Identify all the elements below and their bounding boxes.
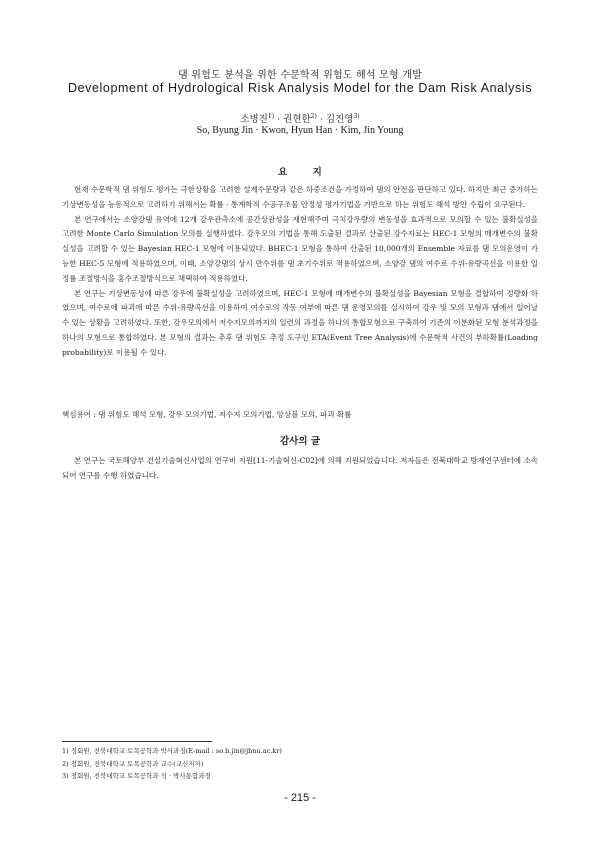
abstract-paragraph: 본 연구는 기상변동성에 따른 강우에 불확실성을 고려하였으며, HEC-1 모형에 매개변수의 불확실성을 Bayesian 모형을 결합하여 정량화 하였으며, 여수로에 파괴에 따른 수위-유량곡선을 이용하여 여수로의 작동 여부에 따른 댐 운영모의를 실시하여 강우 및 모의 모형과 댐에서 일어날 수 있는 상황을 고려하였다. 또한, 강우모의에서 저수지모의까지의 일련의 과정을 하나의 통합모형으로 구축하여 기존의 이분화된 모형 분석과정을 하나의 모형으로 통합하였다. 본 모형의 결과는 추후 댐 위험도 추정 도구인 ETA(Event Tree Analysis)에 수문학적 사건의 부하확률(Loading probability)로 이용될 수 있다. (62, 288, 538, 357)
author-footnote-mark: 1) (267, 112, 275, 120)
acknowledgement-body (62, 454, 538, 484)
author-name: 소병진 (240, 114, 268, 125)
abstract-heading: 요 지 (278, 167, 322, 178)
author-name: 권현한 (283, 114, 311, 125)
footnote: 3) 정회원, 전북대학교 토목공학과 석 · 박사통합과정 (62, 772, 211, 781)
footnotes (62, 745, 538, 783)
abstract-body (62, 183, 538, 361)
author-footnote-mark: 3) (353, 112, 360, 120)
abstract-paragraph: 본 연구에서는 소양강댐 유역에 12개 강우관측소에 공간상관성을 재현해주며 극치강우량의 변동성을 효과적으로 모의할 수 있는 불확실성을 고려한 Monte Carlo Simulation 모의를 실행하였다. 강우모의 기법을 통해 도출된 결과로 산출된 강수자료는 HEC-1 모형의 매개변수의 불확실성을 고려할 수 있는 Bayesian HEC-1 모형에 이용되었다. BHEC-1 모형을 통하여 산출된 10,000개의 Ensemble 자료를 댐 모의운영이 가능한 HEC-5 모형에 적용하였으며, 이때, 소양강댐의 상시 만수위를 댐 초기수위로 적용하였으며, 소양강 댐의 여수로 수위-유량곡선을 이용한 일정률 조절방식을 홍수조절방식으로 채택하여 적용하였다. (62, 214, 538, 283)
author-footnote-mark: 2) (310, 112, 317, 120)
author-separator: · (316, 114, 326, 125)
author-name: 김진영 (325, 114, 354, 125)
authors-english: So, Byung Jin · Kwon, Hyun Han · Kim, Jin Young (196, 125, 404, 136)
footnote: 1) 정회원, 전북대학교 토목공학과 박사과정(E-mail : so.b.jin@jbnu.ac.kr) (62, 747, 282, 755)
acknowledgement-heading: 감사의 글 (279, 436, 320, 447)
footnote: 2) 정회원, 전북대학교 토목공학과 교수(교신저자) (62, 759, 204, 768)
title-english: Development of Hydrological Risk Analysis Model for the Dam Risk Analysis (67, 81, 533, 95)
abstract-paragraph: 현재 수문학적 댐 위험도 평가는 극한상황을 고려한 설계수문량과 같은 하중조건을 가정하여 댐의 안전을 판단하고 있다. 하지만 최근 증가하는 기상변동성을 능동적으로 고려하기 위해서는 확률 · 통계학적 수공구조물 안정성 평가기법을 기반으로 하는 위험도 해석 방안 수립이 요구된다. (62, 185, 538, 209)
acknowledgement-paragraph: 본 연구는 국토해양부 건설기술혁신사업의 연구비 지원[11-기술혁신-C02]에 의해 지원되었습니다. 저자들은 전북대학교 방재연구센터에 소속되어 연구를 수행 하였습니다. (62, 456, 538, 480)
title-korean: 댐 위험도 분석을 위한 수문학적 위험도 해석 모형 개발 (178, 70, 422, 81)
author-separator: · (274, 114, 284, 125)
authors-korean (0, 111, 600, 125)
keywords: 핵심용어 : 댐 위험도 해석 모형, 강우 모의기법, 저수지 모의기법, 앙상블 모의, 파괴 확률 (62, 410, 352, 419)
footnote-divider (62, 741, 212, 742)
page-number: - 215 - (284, 792, 316, 804)
